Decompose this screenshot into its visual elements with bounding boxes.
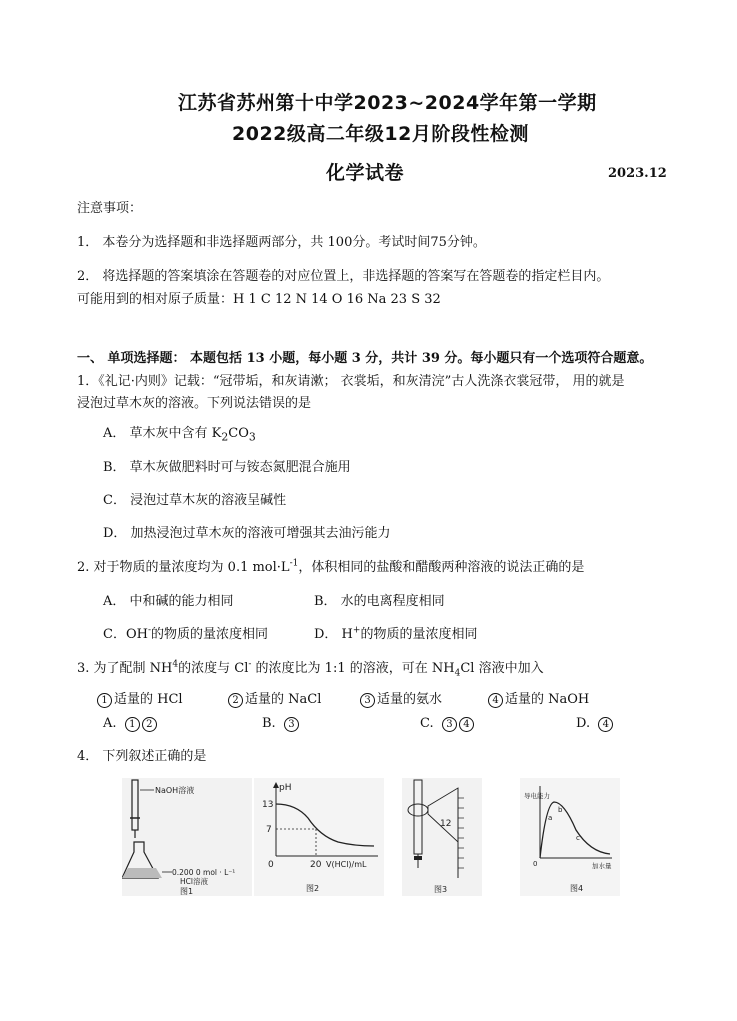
- figure-1: [122, 778, 252, 896]
- figure-3-drawing: [402, 778, 482, 896]
- q3-item-4: [488, 688, 589, 708]
- fig1-label-bottom2: HCl溶液: [180, 877, 208, 886]
- figure-2-drawing: [254, 778, 384, 896]
- circled-number-3: 3: [360, 693, 375, 708]
- q2-stem-sup: -1: [289, 558, 299, 569]
- exam-date: 2023.12: [608, 166, 667, 181]
- q2-option-a: A． 中和碱的能力相同: [103, 594, 234, 609]
- circled-number-4: 4: [598, 717, 613, 732]
- q2-stem: [77, 556, 584, 575]
- q3-stem-mid2: 的浓度比为 1:1 的溶液，可在 NH: [251, 661, 455, 676]
- fig2-xlabel: V(HCl)/mL: [326, 860, 367, 869]
- q2-option-b: B． 水的电离程度相同: [314, 594, 445, 609]
- q2-option-c-post: 的物质的量浓度相同: [151, 627, 269, 642]
- circled-number-1: 1: [125, 717, 140, 732]
- circled-number-3: 3: [442, 717, 457, 732]
- q3-option-d: [576, 716, 615, 732]
- q3-item-3: [360, 688, 442, 708]
- q3-item-1: [97, 688, 183, 708]
- q1-option-b: B． 草木灰做肥料时可与铵态氮肥混合施用: [103, 460, 351, 475]
- q3-option-b-letter: B.: [262, 716, 276, 731]
- q1-option-a: [103, 422, 256, 444]
- circled-number-1: 1: [97, 693, 112, 708]
- q3-option-c: [420, 716, 476, 732]
- figure-4-drawing: [520, 778, 620, 896]
- q3-stem-mid1: 的浓度与 Cl: [178, 661, 249, 676]
- circled-number-3: 3: [284, 717, 299, 732]
- fig2-ytick-13: 13: [262, 800, 274, 810]
- fig4-ylabel: 导电能力: [524, 792, 550, 800]
- q3-item-1-text: 适量的 HCl: [114, 692, 183, 707]
- subject-title: 化学试卷: [326, 162, 405, 184]
- notes-item-1: 1． 本卷分为选择题和非选择题两部分，共 100分。考试时间75分钟。: [77, 235, 486, 250]
- fig1-label-bottom1: 0.200 0 mol · L⁻¹: [172, 868, 236, 877]
- circled-number-2: 2: [142, 717, 157, 732]
- q2-option-d-post: 的物质的量浓度相同: [360, 627, 478, 642]
- q3-stem-sub: 4: [454, 668, 461, 679]
- notes-item-2: 2． 将选择题的答案填涂在答题卷的对应位置上，非选择题的答案写在答题卷的指定栏目内。: [77, 269, 610, 284]
- figure-4: [520, 778, 620, 896]
- q3-item-3-text: 适量的氨水: [377, 692, 443, 707]
- atomic-masses: 可能用到的相对原子质量：H 1 C 12 N 14 O 16 Na 23 S 32: [77, 292, 441, 307]
- q3-option-b: [262, 716, 301, 732]
- q3-stem-sup2: -: [248, 659, 252, 670]
- q3-option-d-letter: D.: [576, 716, 591, 731]
- q2-option-d: [314, 623, 477, 642]
- title-line2: 2022级高二年级12月阶段性检测: [232, 123, 529, 145]
- q3-stem-pre: 3. 为了配制 NH: [77, 661, 173, 676]
- q1-stem-line2: 浸泡过草木灰的溶液。下列说法错误的是: [77, 396, 312, 411]
- fig4-point-a: a: [548, 814, 553, 822]
- q3-option-c-letter: C.: [420, 716, 434, 731]
- q1-option-c: C． 浸泡过草木灰的溶液呈碱性: [103, 493, 287, 508]
- q2-option-c: [103, 623, 268, 642]
- figure-2: [254, 778, 384, 896]
- fig3-caption: 图3: [434, 885, 448, 894]
- q2-stem-pre: 2. 对于物质的量浓度均为 0.1 mol·L: [77, 560, 290, 575]
- fig2-origin: 0: [268, 860, 274, 870]
- q3-item-2: [228, 688, 321, 708]
- fig4-xlabel: 加水量: [592, 862, 612, 870]
- q2-option-d-pre: D． H: [314, 627, 353, 642]
- fig2-xtick: 20: [310, 860, 322, 870]
- fig2-ylabel: pH: [279, 783, 292, 793]
- q3-stem: [77, 657, 544, 679]
- fig1-label-top: NaOH溶液: [155, 786, 195, 795]
- q3-option-a-letter: A.: [103, 716, 117, 731]
- fig3-reading: 12: [440, 819, 452, 829]
- q1-stem-line1: 1．《礼记·内则》记载：“冠带垢，和灰请漱； 衣裳垢，和灰清浣”古人洗涤衣裳冠带， 用的就是: [77, 374, 625, 389]
- fig4-origin: 0: [533, 860, 538, 868]
- q1-option-a-sub1: 2: [221, 430, 229, 444]
- fig4-point-c: c: [576, 834, 580, 842]
- q3-stem-post: Cl 溶液中加入: [460, 661, 544, 676]
- q2-option-c-pre: C．OH: [103, 627, 148, 642]
- fig1-caption: 图1: [180, 887, 194, 896]
- q3-stem-sup: 4: [172, 659, 179, 670]
- q3-item-2-text: 适量的 NaCl: [245, 692, 322, 707]
- title-line1: 江苏省苏州第十中学2023~2024学年第一学期: [178, 92, 597, 114]
- circled-number-4: 4: [488, 693, 503, 708]
- q2-option-d-sup: +: [352, 625, 361, 636]
- fig4-caption: 图4: [570, 884, 584, 893]
- q3-option-a: [103, 716, 159, 732]
- q1-option-d: D． 加热浸泡过草木灰的溶液可增强其去油污能力: [103, 526, 391, 541]
- q2-option-c-sup: -: [147, 625, 151, 636]
- fig2-caption: 图2: [306, 884, 320, 893]
- q2-stem-post: ，体积相同的盐酸和醋酸两种溶液的说法正确的是: [298, 560, 585, 575]
- circled-number-4: 4: [459, 717, 474, 732]
- circled-number-2: 2: [228, 693, 243, 708]
- q1-option-a-mid: CO: [228, 426, 249, 441]
- q4-stem: 4． 下列叙述正确的是: [77, 749, 207, 764]
- notes-heading: 注意事项：: [77, 201, 143, 216]
- figure-1-drawing: [122, 778, 252, 896]
- figure-3: [402, 778, 482, 896]
- q1-option-a-text: A． 草木灰中含有 K: [103, 426, 222, 441]
- fig2-ytick-7: 7: [266, 825, 272, 835]
- fig4-point-b: b: [558, 806, 563, 814]
- section1-heading: 一、 单项选择题： 本题包括 13 小题，每小题 3 分，共计 39 分。每小题只有一个选项符合题意。: [77, 351, 653, 366]
- q1-option-a-sub2: 3: [248, 430, 256, 444]
- q3-item-4-text: 适量的 NaOH: [505, 692, 590, 707]
